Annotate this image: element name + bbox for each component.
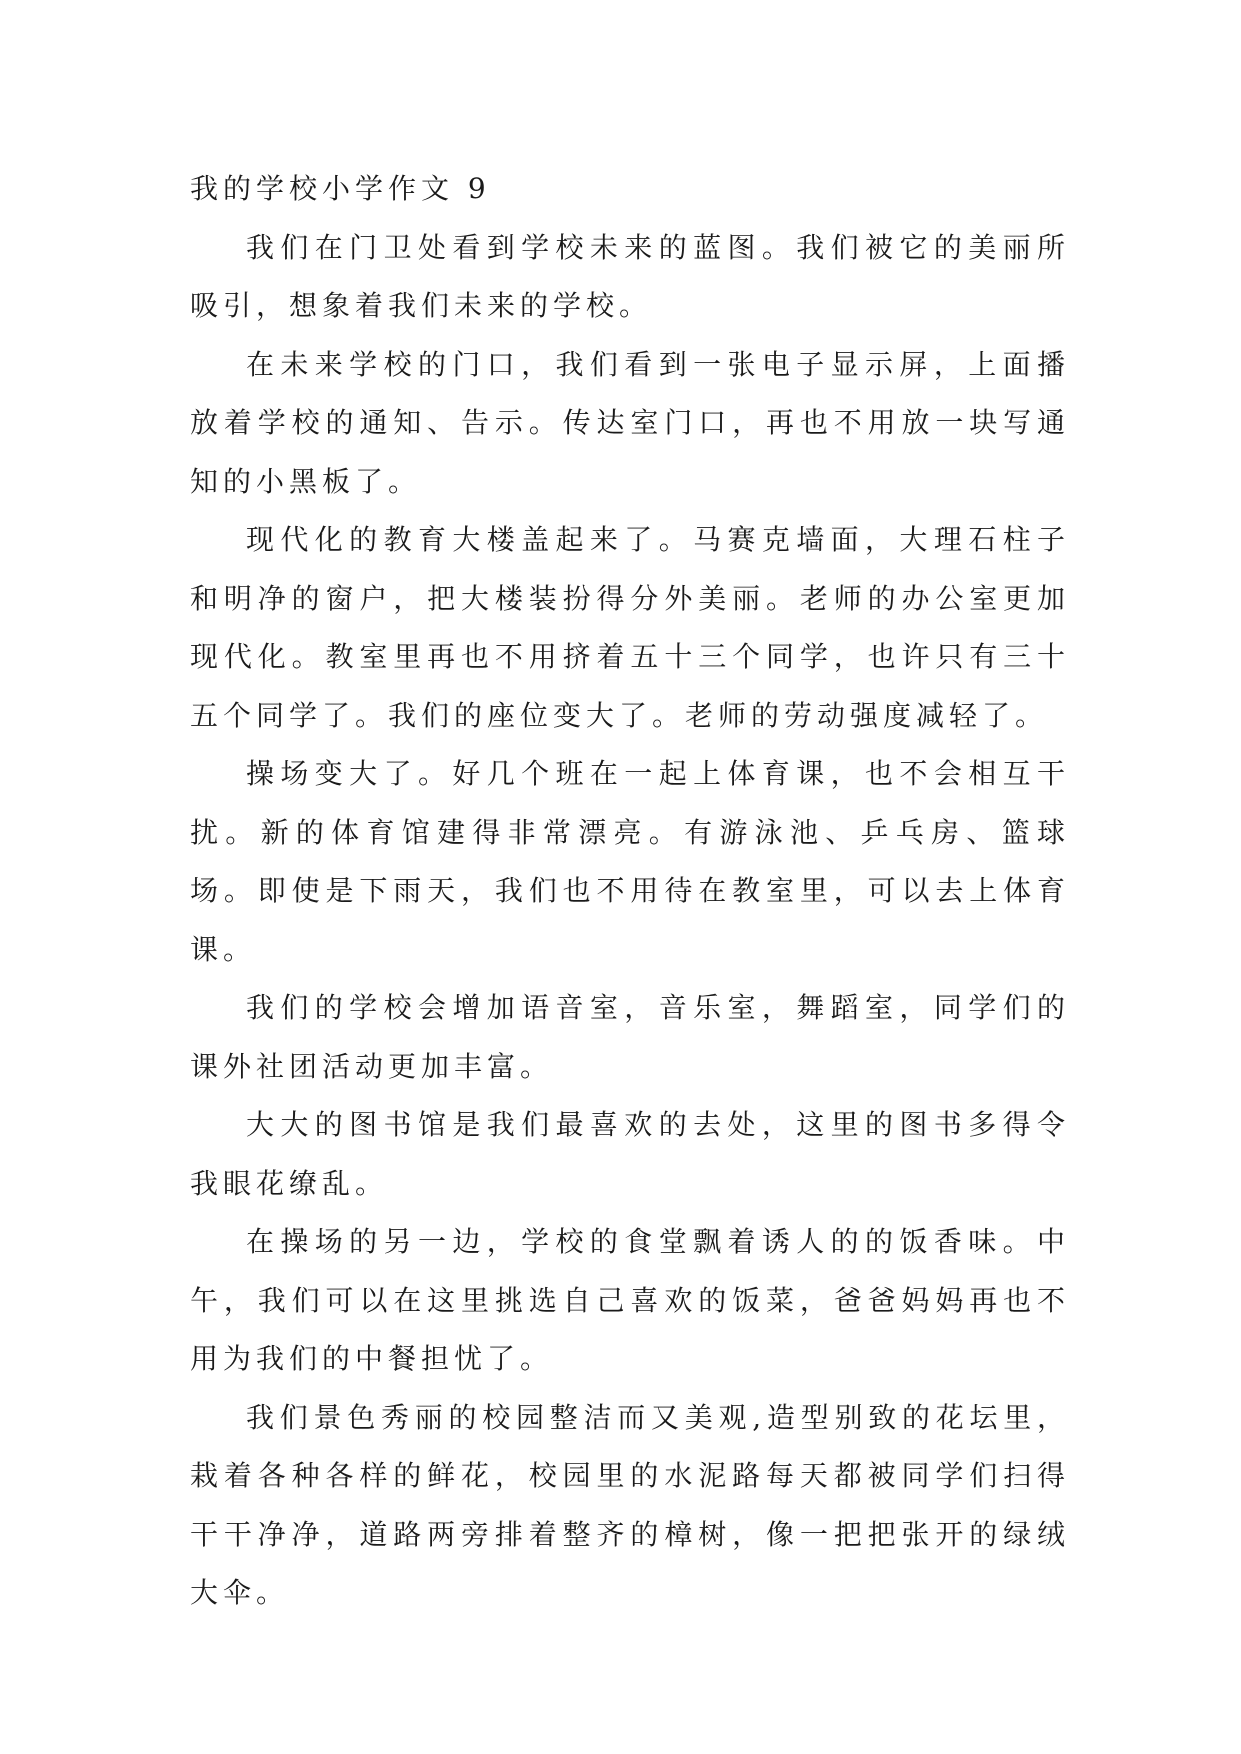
paragraph: 大大的图书馆是我们最喜欢的去处，这里的图书多得令我眼花缭乱。 xyxy=(190,1108,1070,1200)
paragraph: 我们的学校会增加语音室，音乐室，舞蹈室，同学们的课外社团活动更加丰富。 xyxy=(190,991,1070,1083)
paragraph: 在操场的另一边，学校的食堂飘着诱人的的饭香味。中午，我们可以在这里挑选自己喜欢的饭菜，爸爸妈妈再也不用为我们的中餐担忧了。 xyxy=(190,1225,1070,1375)
paragraph: 在未来学校的门口，我们看到一张电子显示屏，上面播放着学校的通知、告示。传达室门口，再也不用放一块写通知的小黑板了。 xyxy=(190,347,1070,498)
document-body xyxy=(190,160,1070,1623)
paragraph: 我们景色秀丽的校园整洁而又美观,造型别致的花坛里，栽着各种各样的鲜花，校园里的水泥路每天都被同学们扫得干干净净，道路两旁排着整齐的樟树，像一把把张开的绿绒大伞。 xyxy=(190,1400,1070,1609)
paragraph: 现代化的教育大楼盖起来了。马赛克墙面，大理石柱子和明净的窗户，把大楼装扮得分外美丽。老师的办公室更加现代化。教室里再也不用挤着五十三个同学，也许只有三十五个同学了。我们的座位变大了。老师的劳动强度减轻了。 xyxy=(190,523,1070,732)
paragraph: 我们在门卫处看到学校未来的蓝图。我们被它的美丽所吸引，想象着我们未来的学校。 xyxy=(190,230,1070,322)
paragraph: 操场变大了。好几个班在一起上体育课，也不会相互干扰。新的体育馆建得非常漂亮。有游泳池、乒乓房、篮球场。即使是下雨天，我们也不用待在教室里，可以去上体育课。 xyxy=(190,757,1070,966)
document-title: 我的学校小学作文 9 xyxy=(190,172,491,205)
